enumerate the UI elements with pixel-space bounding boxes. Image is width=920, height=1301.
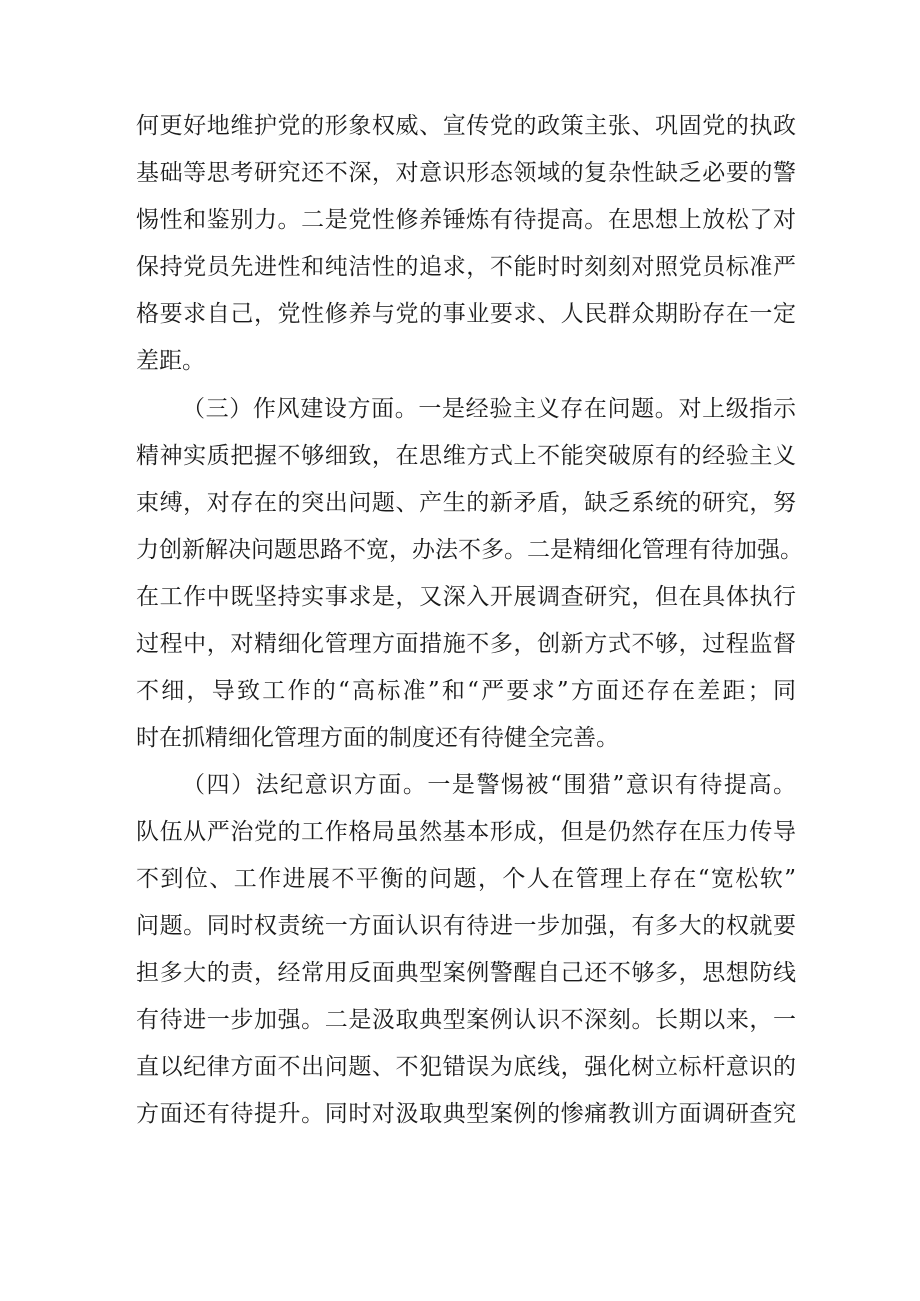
text-line: 队伍从严治党的工作格局虽然基本形成，但是仍然存在压力传导	[136, 819, 796, 845]
text-line: 基础等思考研究还不深，对意识形态领域的复杂性缺乏必要的警	[136, 160, 796, 186]
section-heading-line: （四）法纪意识方面。一是警惕被“围猎”意识有待提高。	[182, 772, 796, 798]
text-line: 时在抓精细化管理方面的制度还有待健全完善。	[136, 725, 619, 751]
text-line: 不到位、工作进展不平衡的问题，个人在管理上存在“宽松软”	[136, 866, 796, 892]
text-line: 在工作中既坚持实事求是，又深入开展调查研究，但在具体执行	[136, 584, 796, 610]
text-line: 力创新解决问题思路不宽，办法不多。二是精细化管理有待加强。	[136, 537, 803, 563]
text-line: 直以纪律方面不出问题、不犯错误为底线，强化树立标杆意识的	[136, 1054, 796, 1080]
text-line: 过程中，对精细化管理方面措施不多，创新方式不够，过程监督	[136, 631, 796, 657]
section-heading-line: （三）作风建设方面。一是经验主义存在问题。对上级指示	[182, 396, 796, 422]
text-line: 不细，导致工作的“高标准”和“严要求”方面还存在差距；同	[136, 678, 796, 704]
text-line: 精神实质把握不够细致，在思维方式上不能突破原有的经验主义	[136, 443, 796, 469]
text-line: 问题。同时权责统一方面认识有待进一步加强，有多大的权就要	[136, 913, 796, 939]
text-line: 方面还有待提升。同时对汲取典型案例的惨痛教训方面调研查究	[136, 1101, 796, 1127]
text-line: 保持党员先进性和纯洁性的追求，不能时时刻刻对照党员标准严	[136, 254, 796, 280]
text-line: 格要求自己，党性修养与党的事业要求、人民群众期盼存在一定	[136, 301, 796, 327]
text-line: 差距。	[136, 348, 205, 374]
text-line: 何更好地维护党的形象权威、宣传党的政策主张、巩固党的执政	[136, 113, 796, 139]
text-line: 有待进一步加强。二是汲取典型案例认识不深刻。长期以来，一	[136, 1007, 796, 1033]
text-line: 担多大的责，经常用反面典型案例警醒自己还不够多，思想防线	[136, 960, 796, 986]
text-line: 惕性和鉴别力。二是党性修养锤炼有待提高。在思想上放松了对	[136, 207, 796, 233]
text-line: 束缚，对存在的突出问题、产生的新矛盾，缺乏系统的研究，努	[136, 490, 796, 516]
